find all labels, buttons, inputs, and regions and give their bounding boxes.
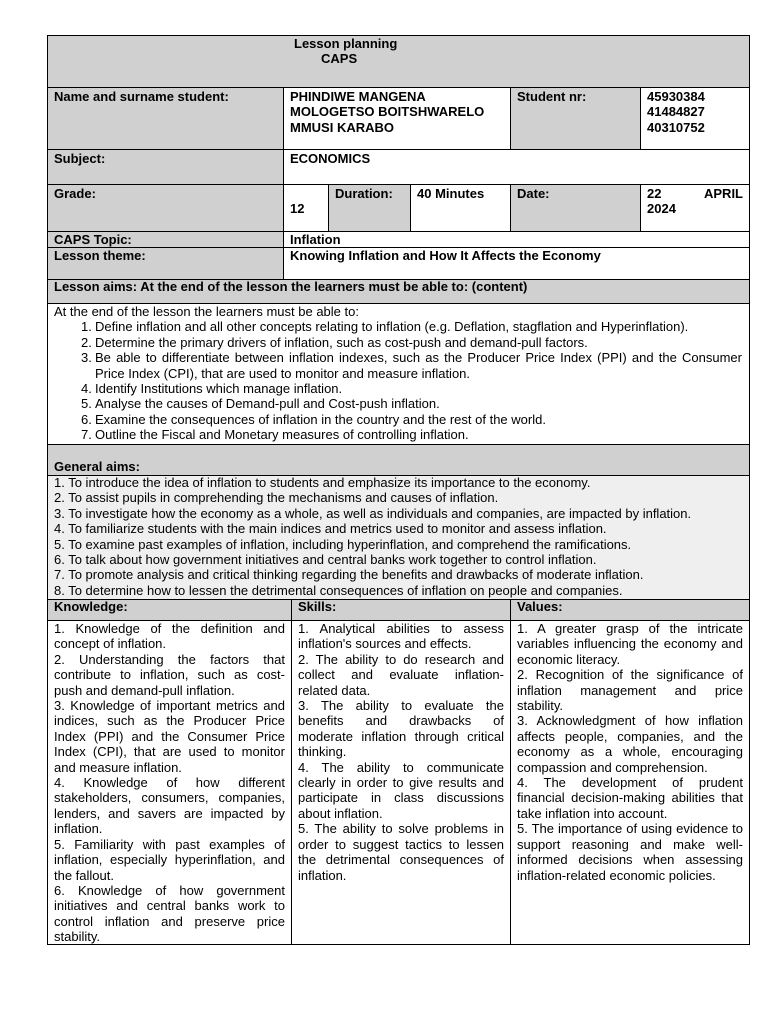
list-item: 3. Be able to differentiate between inflation indexes, such as the Producer Price Index (PPI) and the Consumer Price Index (CPI), that are used to monitor and measure inflation. <box>81 350 742 381</box>
list-item: 6. To talk about how government initiatives and central banks work together to control inflation. <box>54 552 597 568</box>
list-item: 5. Analyse the causes of Demand-pull and Cost-push inflation. <box>81 396 742 411</box>
knowledge-list <box>48 621 291 945</box>
list-item: 1. Analytical abilities to assess inflation's sources and effects. <box>298 621 504 652</box>
list-item: 8. To determine how to lessen the detrimental consequences of inflation on people and companies. <box>54 582 623 598</box>
student-names <box>284 88 510 136</box>
skills-heading: Skills: <box>298 599 337 614</box>
list-item: 5. Familiarity with past examples of inflation, especially hyperinflation, and the fallout. <box>54 836 285 883</box>
values-heading: Values: <box>517 599 563 614</box>
lesson-aims-heading: Lesson aims: At the end of the lesson the learners must be able to: (content) <box>54 279 528 294</box>
list-item: 4. To familiarize students with the main indices and metrics used to monitor and assess inflation. <box>54 521 607 537</box>
student-number: 45930384 <box>647 89 705 104</box>
title-line-lesson-planning: Lesson planning <box>294 36 398 51</box>
list-item: 1. A greater grasp of the intricate variables influencing the economy and economic literacy. <box>517 621 743 667</box>
list-item: 5. The importance of using evidence to support reasoning and make well-informed decisions when assessing inflation-related economic policies. <box>517 821 743 883</box>
list-item: 7. Outline the Fiscal and Monetary measures of controlling inflation. <box>81 427 742 442</box>
title-line-caps: CAPS <box>321 51 358 67</box>
caps-topic-label: CAPS Topic: <box>54 232 132 247</box>
list-item: 3. Knowledge of important metrics and indices, such as the Producer Price Index (PPI) and the Consumer Price Index (CPI), that are used to monitor and measure inflation. <box>54 698 285 775</box>
skills-list <box>292 621 510 883</box>
subject-value: ECONOMICS <box>290 151 371 166</box>
list-item: 7. To promote analysis and critical thinking regarding the benefits and drawbacks of moderate inflation. <box>54 567 644 583</box>
student-numbers <box>641 88 749 136</box>
lesson-theme-value: Knowing Inflation and How It Affects the Economy <box>290 248 601 263</box>
list-item: 2. Understanding the factors that contribute to inflation, such as cost-push and demand-pull inflation. <box>54 651 285 698</box>
list-item: 1. Define inflation and all other concepts relating to inflation (e.g. Deflation, stagflation and Hyperinflation). <box>81 319 742 334</box>
lesson-theme-label: Lesson theme: <box>54 248 146 263</box>
duration-value: 40 Minutes <box>417 186 485 201</box>
date-label: Date: <box>517 186 550 201</box>
caps-topic-value: Inflation <box>290 232 341 247</box>
list-item: 2. To assist pupils in comprehending the mechanisms and causes of inflation. <box>54 490 499 506</box>
lesson-aims-body <box>48 304 748 443</box>
name-label: Name and surname student: <box>54 89 229 104</box>
list-item: 1. Knowledge of the definition and concept of inflation. <box>54 621 285 652</box>
student-name: PHINDIWE MANGENA <box>290 89 426 104</box>
list-item: 5. The ability to solve problems in order to suggest tactics to lessen the detrimental consequences of inflation. <box>298 821 504 883</box>
list-item: 1. To introduce the idea of inflation to students and emphasize its importance to the economy. <box>54 475 591 490</box>
date-value <box>641 185 749 218</box>
date-day: 22 <box>647 186 662 201</box>
general-aims-heading: General aims: <box>54 459 140 474</box>
list-item: 3. The ability to evaluate the benefits and drawbacks of moderate inflation through critical thinking. <box>298 698 504 760</box>
list-item: 4. The ability to communicate clearly in order to give results and participate in class discussions about inflation. <box>298 759 504 821</box>
list-item: 4. The development of prudent financial decision-making abilities that take inflation into account. <box>517 775 743 821</box>
list-item: 6. Examine the consequences of inflation in the country and the rest of the world. <box>81 412 742 427</box>
list-item: 3. To investigate how the economy as a whole, as well as individuals and companies, are impacted by inflation. <box>54 505 692 521</box>
date-year: 2024 <box>647 201 676 217</box>
knowledge-heading: Knowledge: <box>54 599 128 614</box>
list-item: 2. Recognition of the significance of inflation management and price stability. <box>517 667 743 714</box>
list-item: 4. Identify Institutions which manage inflation. <box>81 381 742 396</box>
student-number: 41484827 <box>647 104 705 120</box>
general-aims-list <box>48 475 748 598</box>
grade-label: Grade: <box>54 186 96 201</box>
document-title <box>294 36 397 67</box>
list-item: 3. Acknowledgment of how inflation affects people, companies, and the economy as a whole, encouraging compassion and comprehension. <box>517 713 743 775</box>
lesson-aims-list <box>81 319 742 442</box>
list-item: 4. Knowledge of how different stakeholders, consumers, companies, lenders, and savers are impacted by inflation. <box>54 775 285 837</box>
grade-value: 12 <box>290 201 305 216</box>
list-item: 2. Determine the primary drivers of inflation, such as cost-push and demand-pull factors. <box>81 335 742 350</box>
header-band <box>47 36 749 87</box>
student-name: MOLOGETSO BOITSHWARELO <box>290 104 485 120</box>
duration-label: Duration: <box>335 186 393 201</box>
list-item: 6. Knowledge of how government initiatives and central banks work to control inflation and preserve price stability. <box>54 882 285 945</box>
values-list <box>511 621 749 883</box>
student-number: 40310752 <box>647 119 705 135</box>
date-month: APRIL <box>704 186 743 201</box>
list-item: 2. The ability to do research and collect and evaluate inflation-related data. <box>298 651 504 698</box>
list-item: 5. To examine past examples of inflation, including hyperinflation, and comprehend the ramifications. <box>54 536 632 552</box>
student-name: MMUSI KARABO <box>290 119 394 135</box>
student-nr-label: Student nr: <box>517 89 587 104</box>
subject-label: Subject: <box>54 151 106 166</box>
lesson-aims-intro: At the end of the lesson the learners must be able to: <box>54 304 359 319</box>
